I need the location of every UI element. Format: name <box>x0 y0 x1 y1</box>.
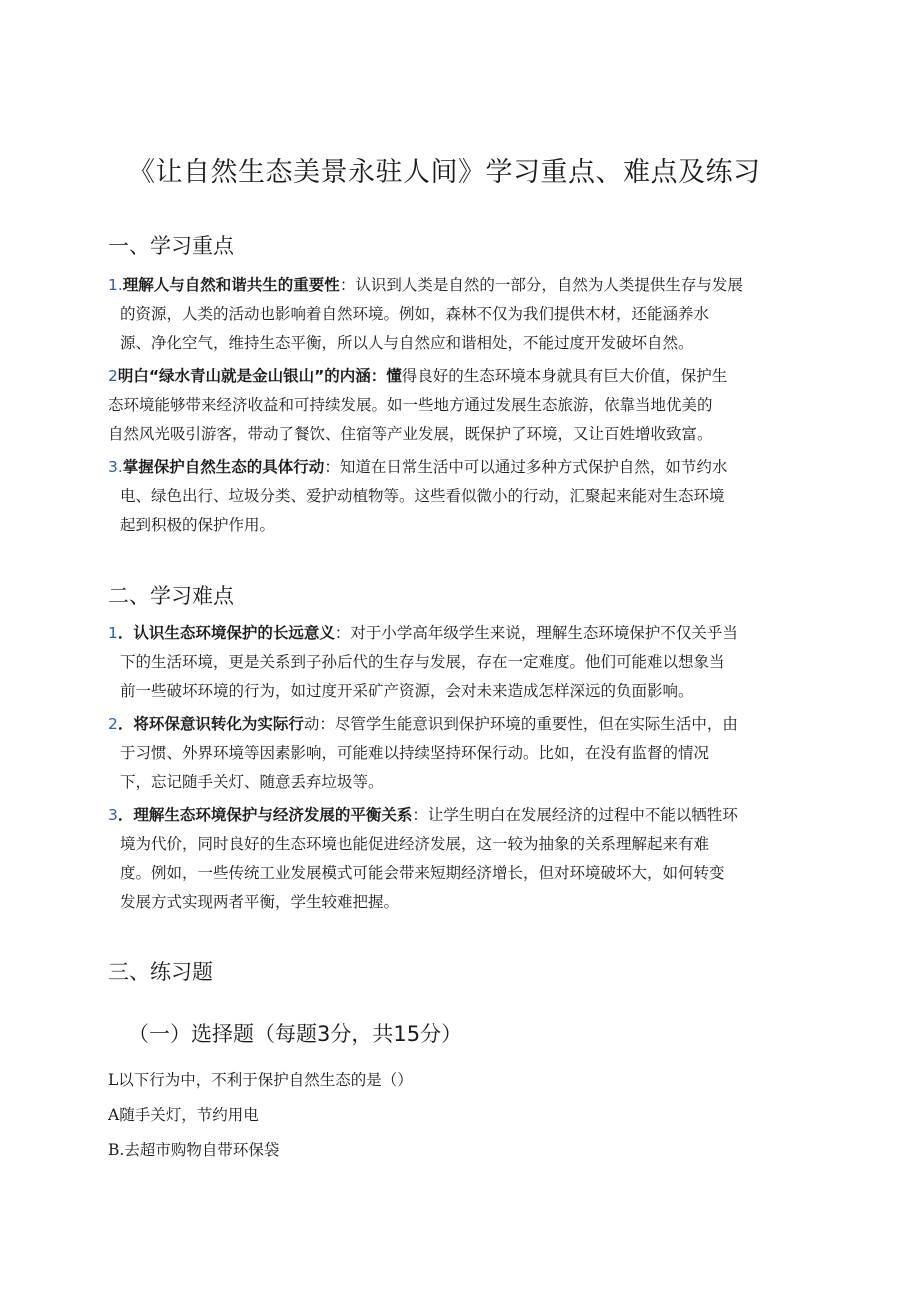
item-text: 度。例如，一些传统工业发展模式可能会带来短期经济增长，但对环境破坏大，如何转变 <box>120 864 725 882</box>
page-title: 《让自然生态美景永驻人间》学习重点、难点及练习 <box>128 157 761 188</box>
item-text: 自然风光吸引游客，带动了餐饮、住宿等产业发展，既保护了环境，又让百姓增收致富。 <box>108 425 713 443</box>
key-point-item-3 <box>108 453 808 540</box>
option-a: A随手关灯，节约用电 <box>108 1106 259 1124</box>
item-text: 下的生活环境，更是关系到子孙后代的生存与发展，存在一定难度。他们可能难以想象当 <box>120 653 725 671</box>
section-heading-exercises: 三、练习题 <box>108 960 213 984</box>
item-text: 下，忘记随手关灯、随意丢弃垃圾等。 <box>120 773 384 791</box>
sub-heading-multiple-choice: （一）选择题（每题3分，共15分） <box>128 1022 463 1046</box>
item-text: 态环境能够带来经济收益和可持续发展。如一些地方通过发展生态旅游，依靠当地优美的 <box>108 396 713 414</box>
item-text: 的资源，人类的活动也影响着自然环境。例如，森林不仅为我们提供木材，还能涵养水 <box>120 305 710 323</box>
item-text: ：对于小学高年级学生来说，理解生态环境保护不仅关乎当 <box>334 624 738 642</box>
item-text: 发展方式实现两者平衡，学生较难把握。 <box>120 893 400 911</box>
item-text: 起到积极的保护作用。 <box>120 516 276 534</box>
item-text: 境为代价，同时良好的生态环境也能促进经济发展，这一较为抽象的关系理解起来有难 <box>120 835 710 853</box>
item-number: 2 <box>108 715 118 733</box>
item-text: ：让学生明白在发展经济的过程中不能以牺牲环 <box>412 806 738 824</box>
item-number: 3. <box>108 458 123 476</box>
item-text: ：认识到人类是自然的一部分，自然为人类提供生存与发展 <box>339 276 743 294</box>
item-text: 得良好的生态环境本身就具有巨大价值，保护生 <box>401 367 728 385</box>
item-text: 动：尽管学生能意识到保护环境的重要性，但在实际生活中，由 <box>303 715 738 733</box>
item-number: 2 <box>108 367 118 385</box>
item-number: 1. <box>108 276 123 294</box>
item-text: 源、净化空气，维持生态平衡，所以人与自然应和谐相处，不能过度开发破坏自然。 <box>120 334 694 352</box>
key-point-item-2 <box>108 362 808 449</box>
item-lead: ．理解生态环境保护与经济发展的平衡关系 <box>117 806 413 824</box>
item-number: 1 <box>108 624 118 642</box>
item-number: 3 <box>108 806 118 824</box>
item-lead: ．认识生态环境保护的长远意义 <box>117 624 335 642</box>
section-heading-difficulties: 二、学习难点 <box>108 584 234 608</box>
item-lead: ．将环保意识转化为实际行 <box>117 715 304 733</box>
question-1: L以下行为中，不利于保护自然生态的是（） <box>108 1071 413 1089</box>
item-lead: 明白“绿水青山就是金山银山”的内涵：懂 <box>117 367 402 385</box>
item-lead: 理解人与自然和谐共生的重要性 <box>122 276 340 294</box>
item-text: 于习惯、外界环境等因素影响，可能难以持续坚持环保行动。比如，在没有监督的情况 <box>120 744 710 762</box>
item-text: 前一些破坏环境的行为，如过度开采矿产资源，会对未来造成怎样深远的负面影响。 <box>120 682 694 700</box>
item-text: ：知道在日常生活中可以通过多种方式保护自然，如节约水 <box>324 458 728 476</box>
item-text: 电、绿色出行、垃圾分类、爱护动植物等。这些看似微小的行动，汇聚起来能对生态环境 <box>120 487 725 505</box>
key-point-item-1 <box>108 271 808 358</box>
difficulty-item-1 <box>108 619 808 706</box>
difficulty-item-2 <box>108 710 808 797</box>
section-heading-key-points: 一、学习重点 <box>108 234 234 258</box>
difficulty-item-3 <box>108 801 808 917</box>
option-b: B.去超市购物自带环保袋 <box>108 1141 280 1159</box>
item-lead: 掌握保护自然生态的具体行动 <box>122 458 325 476</box>
